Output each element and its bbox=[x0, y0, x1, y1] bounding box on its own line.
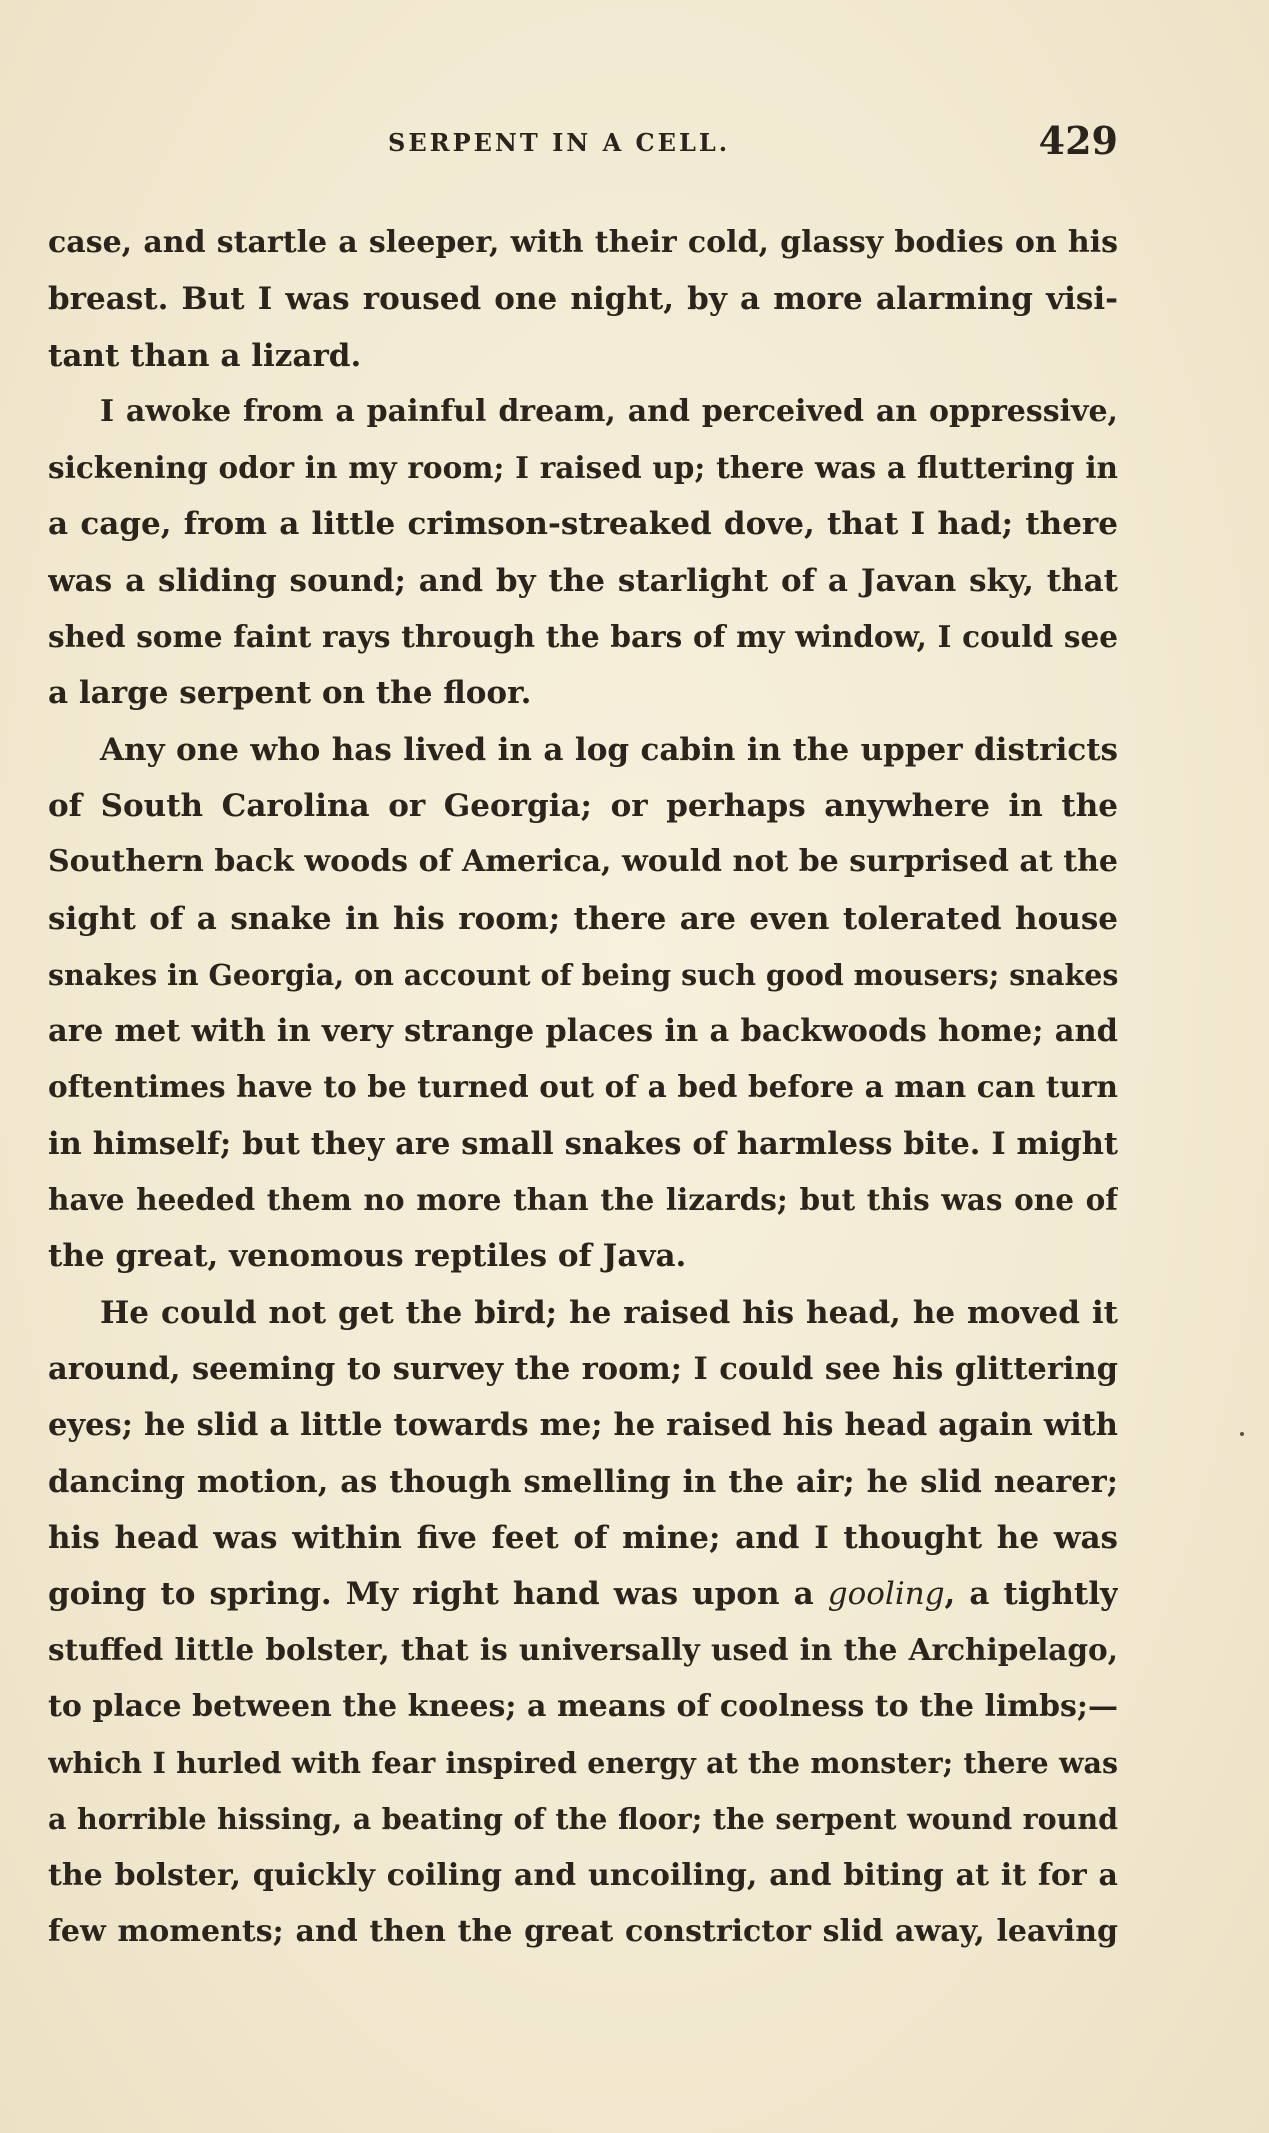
text-line: a large serpent on the floor. bbox=[48, 675, 532, 712]
text-line: I awoke from a painful dream, and perceived an oppressive, bbox=[100, 393, 1118, 429]
body-text bbox=[48, 215, 1118, 1960]
paper-speck bbox=[1240, 1432, 1244, 1436]
text-line: stuffed little bolster, that is universally used in the Archipelago, bbox=[48, 1632, 1118, 1668]
text-line: sight of a snake in his room; there are even tolerated house bbox=[48, 900, 1118, 937]
text-line: few moments; and then the great constrictor slid away, leaving bbox=[48, 1913, 1118, 1949]
running-head: SERPENT IN A CELL. bbox=[388, 128, 731, 157]
text-line: going to spring. My right hand was upon a gooling, a tightly bbox=[48, 1576, 1118, 1613]
text-line: tant than a lizard. bbox=[48, 337, 362, 374]
text-line: snakes in Georgia, on account of being such good mousers; snakes bbox=[48, 957, 1118, 992]
italic-term: gooling bbox=[827, 1576, 945, 1613]
text-line: He could not get the bird; he raised his head, he moved it bbox=[100, 1294, 1118, 1331]
text-line: shed some faint rays through the bars of my window, I could see bbox=[48, 619, 1118, 655]
text-line: the great, venomous reptiles of Java. bbox=[48, 1238, 687, 1275]
text-line: in himself; but they are small snakes of harmless bite. I might bbox=[48, 1125, 1118, 1162]
text-line: sickening odor in my room; I raised up; there was a fluttering in bbox=[48, 450, 1118, 486]
text-line: a horrible hissing, a beating of the floor; the serpent wound round bbox=[48, 1802, 1118, 1837]
text-line: Any one who has lived in a log cabin in the upper districts bbox=[100, 731, 1118, 768]
text-line: his head was within five feet of mine; and I thought he was bbox=[48, 1519, 1118, 1556]
page-header bbox=[48, 118, 1118, 178]
text-line: was a sliding sound; and by the starlight of a Javan sky, that bbox=[48, 562, 1118, 599]
text-line: dancing motion, as though smelling in the air; he slid nearer; bbox=[48, 1463, 1118, 1500]
text-line: around, seeming to survey the room; I could see his glittering bbox=[48, 1350, 1118, 1387]
text-line: breast. But I was roused one night, by a more alarming visi- bbox=[48, 281, 1118, 318]
text-line: are met with in very strange places in a backwoods home; and bbox=[48, 1013, 1118, 1050]
page-number: 429 bbox=[1038, 118, 1118, 163]
text-line: case, and startle a sleeper, with their cold, glassy bodies on his bbox=[48, 225, 1118, 260]
text-line: eyes; he slid a little towards me; he raised his head again with bbox=[48, 1407, 1118, 1444]
text-line: have heeded them no more than the lizards; but this was one of bbox=[48, 1182, 1118, 1218]
text-line: to place between the knees; a means of coolness to the limbs;— bbox=[48, 1688, 1118, 1724]
text-line: of South Carolina or Georgia; or perhaps anywhere in the bbox=[48, 787, 1118, 824]
text-line: oftentimes have to be turned out of a bed before a man can turn bbox=[48, 1069, 1118, 1105]
text-line: Southern back woods of America, would not be surprised at the bbox=[48, 844, 1118, 880]
text-line: a cage, from a little crimson-streaked dove, that I had; there bbox=[48, 506, 1118, 543]
text-line: which I hurled with fear inspired energy at the monster; there was bbox=[48, 1746, 1118, 1781]
text-line: the bolster, quickly coiling and uncoiling, and biting at it for a bbox=[48, 1857, 1118, 1893]
